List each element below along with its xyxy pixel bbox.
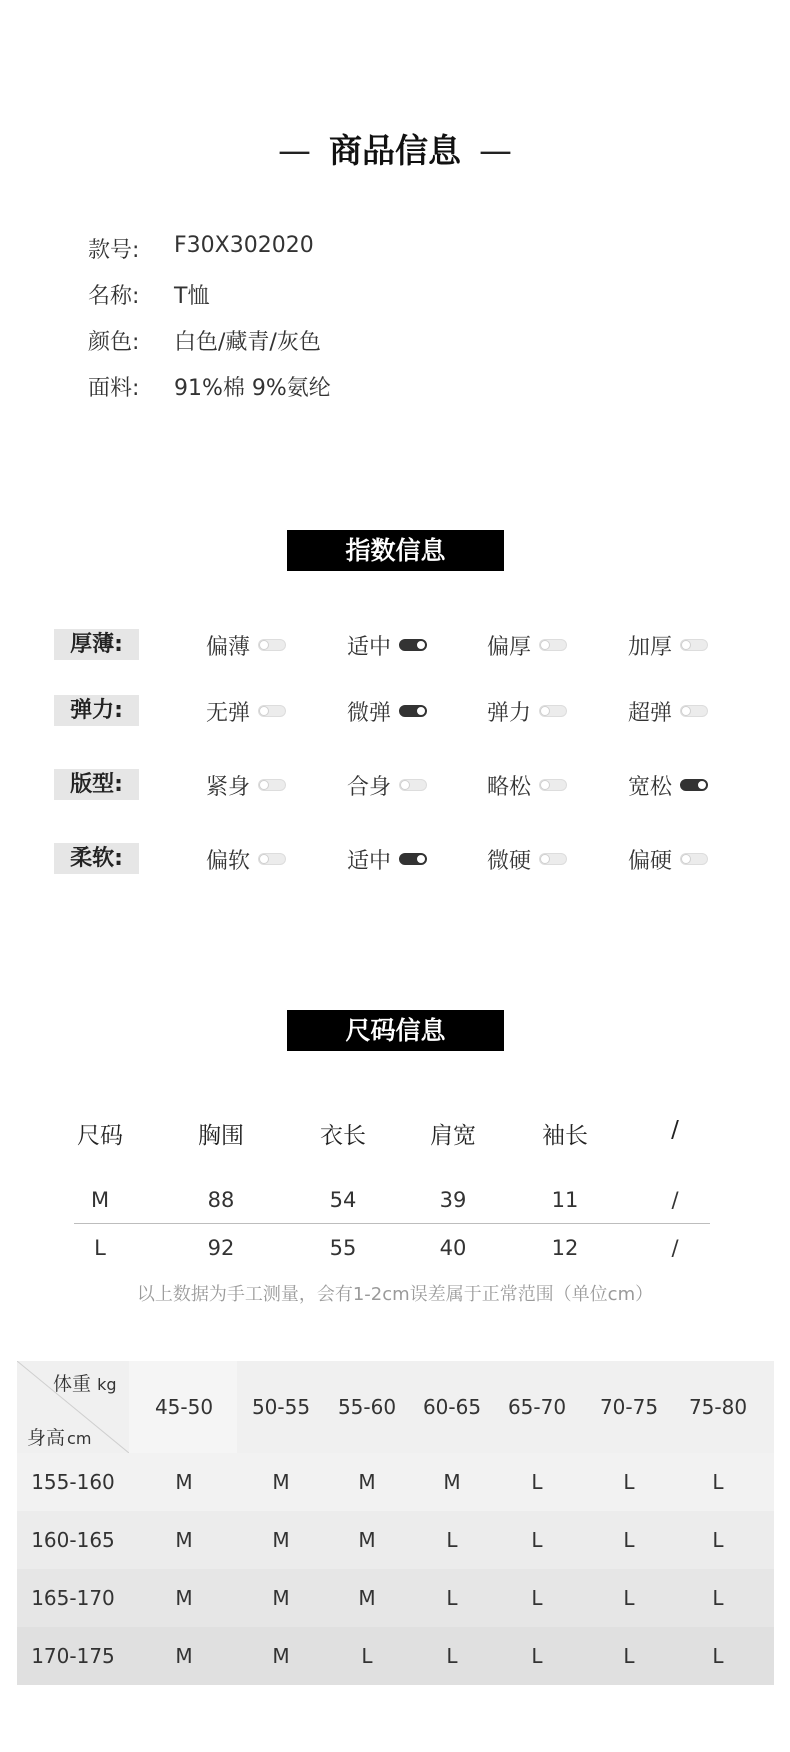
size-table-header: 衣长 [320,1123,366,1149]
toggle-off-icon [258,853,286,865]
recommended-size-cell: L [712,1586,724,1610]
size-table-cell: L [94,1236,106,1260]
info-value: 白色/藏青/灰色 [174,330,321,355]
index-label: 弹力: [54,695,139,726]
product-info-title [0,125,790,172]
recommended-size-cell: L [531,1644,543,1668]
info-label: 颜色: [88,330,140,355]
size-table-cell: / [671,1236,679,1260]
recommended-size-cell: L [446,1528,458,1552]
weight-range-header: 65-70 [507,1395,567,1419]
recommended-size-cell: M [272,1470,290,1494]
size-table-header: / [671,1117,679,1143]
size-table-cell: 12 [551,1236,579,1260]
size-chart-row [17,1627,774,1685]
height-label: 身高 [27,1427,66,1449]
height-range-cell: 170-175 [31,1644,115,1668]
recommended-size-cell: L [712,1470,724,1494]
size-chart-row [17,1511,774,1569]
toggle-off-icon [399,779,427,791]
weight-range-header: 45-50 [154,1395,214,1419]
info-label: 款号: [88,238,140,263]
title-dash-left: — [278,131,311,170]
weight-range-header: 60-65 [422,1395,482,1419]
weight-range-header: 50-55 [251,1395,311,1419]
weight-unit: kg [97,1375,117,1394]
size-table-cell: 88 [207,1188,235,1212]
index-option-label: 偏厚 [487,635,532,660]
size-table-cell: M [90,1188,110,1212]
size-table-cell: 40 [439,1236,467,1260]
recommended-size-cell: L [623,1528,635,1552]
size-table-divider [74,1223,710,1224]
index-label: 柔软: [54,843,139,874]
size-info-header: 尺码信息 [287,1010,504,1051]
weight-range-header: 70-75 [599,1395,659,1419]
index-option-label: 偏硬 [628,849,673,874]
index-option-label: 超弹 [628,701,673,726]
recommended-size-cell: M [272,1644,290,1668]
index-option-label: 加厚 [628,635,673,660]
recommended-size-cell: M [272,1586,290,1610]
index-option-label: 偏软 [206,849,251,874]
recommended-size-cell: M [358,1586,376,1610]
index-option-label: 弹力 [487,701,532,726]
toggle-off-icon [258,705,286,717]
recommended-size-cell: M [358,1470,376,1494]
recommended-size-cell: L [446,1644,458,1668]
size-table-cell: / [671,1188,679,1212]
height-axis-label [27,1423,91,1450]
toggle-off-icon [680,639,708,651]
index-option-label: 适中 [347,635,392,660]
height-range-cell: 160-165 [31,1528,115,1552]
index-label: 版型: [54,769,139,800]
size-table-header: 肩宽 [430,1123,476,1149]
recommended-size-cell: L [712,1644,724,1668]
size-chart-row [17,1569,774,1627]
recommended-size-cell: L [531,1586,543,1610]
size-chart-row [17,1453,774,1511]
height-unit: cm [67,1429,92,1448]
recommended-size-cell: M [175,1470,193,1494]
size-table-header: 尺码 [77,1123,123,1149]
recommended-size-cell: L [361,1644,373,1668]
toggle-off-icon [258,779,286,791]
weight-axis-label [53,1369,116,1396]
size-table-header: 胸围 [198,1123,244,1149]
recommended-size-cell: M [272,1528,290,1552]
recommended-size-cell: L [531,1528,543,1552]
product-info-title-text: 商品信息 [329,131,461,170]
toggle-on-icon [399,705,427,717]
recommended-size-cell: L [623,1470,635,1494]
size-recommendation-grid [17,1361,774,1686]
info-value: T恤 [174,284,210,309]
size-table-cell: 39 [439,1188,467,1212]
index-option-label: 无弹 [206,701,251,726]
recommended-size-cell: M [175,1644,193,1668]
grid-header-row [17,1361,774,1453]
index-option-label: 宽松 [628,775,673,800]
height-range-cell: 155-160 [31,1470,115,1494]
weight-range-header: 75-80 [688,1395,748,1419]
index-label: 厚薄: [54,629,139,660]
info-value: 91%棉 9%氨纶 [174,376,331,401]
toggle-on-icon [680,779,708,791]
size-table-cell: 11 [551,1188,579,1212]
toggle-off-icon [539,779,567,791]
toggle-off-icon [680,705,708,717]
recommended-size-cell: L [623,1586,635,1610]
index-option-label: 略松 [487,775,532,800]
toggle-off-icon [680,853,708,865]
weight-label: 体重 [53,1373,92,1395]
index-option-label: 合身 [347,775,392,800]
toggle-on-icon [399,639,427,651]
size-table-cell: 54 [329,1188,357,1212]
recommended-size-cell: L [446,1586,458,1610]
index-option-label: 偏薄 [206,635,251,660]
title-dash-right: — [479,131,512,170]
recommended-size-cell: M [358,1528,376,1552]
toggle-off-icon [539,705,567,717]
info-value: F30X302020 [174,233,314,258]
recommended-size-cell: L [531,1470,543,1494]
index-option-label: 微硬 [487,849,532,874]
toggle-off-icon [539,639,567,651]
toggle-on-icon [399,853,427,865]
recommended-size-cell: L [623,1644,635,1668]
index-option-label: 微弹 [347,701,392,726]
weight-range-header: 55-60 [337,1395,397,1419]
index-option-label: 紧身 [206,775,251,800]
info-label: 名称: [88,284,140,309]
index-option-label: 适中 [347,849,392,874]
size-table-header: 袖长 [542,1123,588,1149]
info-label: 面料: [88,376,140,401]
height-range-cell: 165-170 [31,1586,115,1610]
index-info-header: 指数信息 [287,530,504,571]
recommended-size-cell: M [175,1528,193,1552]
size-table-cell: 55 [329,1236,357,1260]
size-table-cell: 92 [207,1236,235,1260]
recommended-size-cell: M [175,1586,193,1610]
size-measurement-note: 以上数据为手工测量，会有1-2cm误差属于正常范围（单位cm） [136,1284,654,1305]
recommended-size-cell: M [443,1470,461,1494]
toggle-off-icon [258,639,286,651]
toggle-off-icon [539,853,567,865]
recommended-size-cell: L [712,1528,724,1552]
